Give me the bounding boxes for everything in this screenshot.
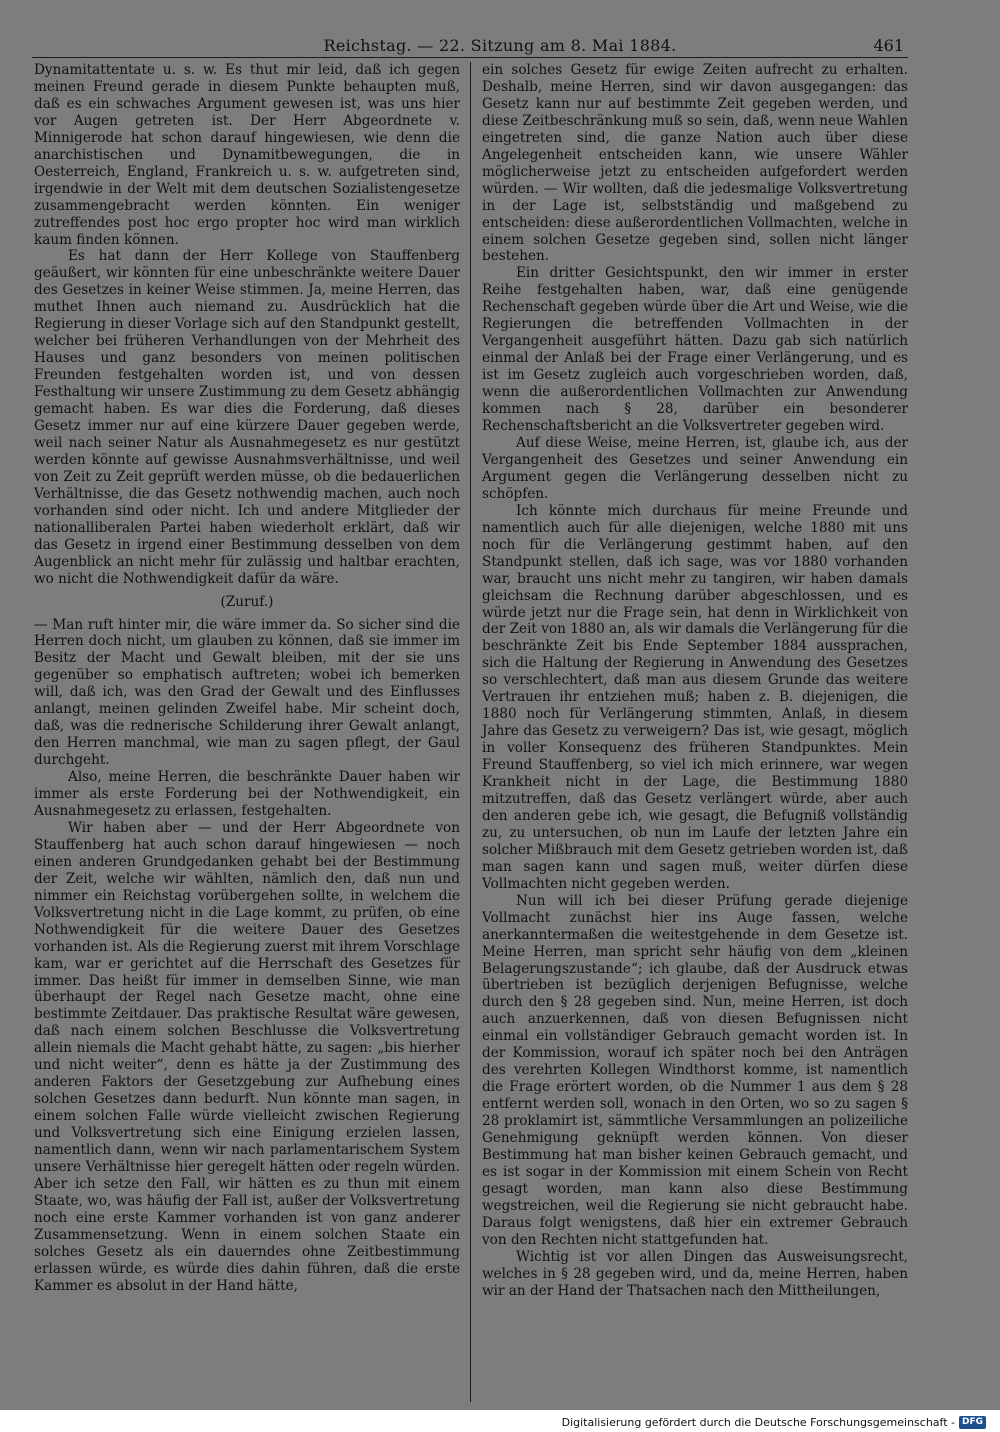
- paragraph: Es hat dann der Herr Kollege von Stauffenberg geäußert, wir könnten für eine unbeschränkte weitere Dauer des Gesetzes in keiner Weise stimmen. Ja, meine Herren, das muthet Ihnen auch niemand zu. Ausdrücklich hat die Regierung in dieser Vorlage sich auf den Standpunkt gestellt, welcher bei früheren Verhandlungen von der Mehrheit des Hauses und ganz besonders von meinen politischen Freunden festgehalten worden ist, und von dessen Festhaltung wir unsere Zustimmung zu dem Gesetz abhängig gemacht haben. Es war dies die Forderung, daß dieses Gesetz immer nur auf eine kürzere Dauer gegeben werde, weil nach seiner Natur als Ausnahmegesetz es nur gestützt werden könnte auf gewisse Ausnahmsverhältnisse, und weil von Zeit zu Zeit geprüft werden müsse, ob die bedauerlichen Verhältnisse, die das Gesetz nothwendig machen, auch noch vorhanden sind oder nicht. Ich und andere Mitglieder der nationalliberalen Partei haben wiederholt erklärt, daß wir das Gesetz in irgend einer Bestimmung desselben von dem Augenblick an nicht mehr für zulässig und haltbar erachten, wo nicht die Nothwendigkeit dafür da wäre.: [34, 248, 460, 587]
- paragraph: Also, meine Herren, die beschränkte Dauer haben wir immer als erste Forderung bei der Nothwendigkeit, ein Ausnahmegesetz zu erlassen, festgehalten.: [34, 769, 460, 819]
- paragraph: Auf diese Weise, meine Herren, ist, glaube ich, aus der Vergangenheit des Gesetzes und seiner Anwendung ein Argument gegen die Verlängerung desselben nicht zu schöpfen.: [482, 434, 908, 502]
- digitization-credit: [562, 1414, 986, 1430]
- paragraph: Nun will ich bei dieser Prüfung gerade diejenige Vollmacht zunächst hier ins Auge fassen, welche anerkanntermaßen die weitestgehende in dem Gesetze ist. Meine Herren, man spricht sehr häufig von dem „kleinen Belagerungszustande“; ich glaube, daß der Ausdruck etwas übertrieben ist bezüglich derjenigen Befugnisse, welche durch den § 28 gegeben sind. Nun, meine Herren, ist doch auch anzuerkennen, daß von diesen Befugnissen nicht einmal ein vollständiger Gebrauch gemacht worden ist. In der Kommission, worauf ich später noch bei den Anträgen des verehrten Kollegen Windthorst komme, ist namentlich die Frage erörtert worden, ob die Nummer 1 aus dem § 28 entfernt werden soll, wonach in den Orten, wo so zu sagen § 28 proklamirt ist, sämmtliche Versammlungen an polizeiliche Genehmigung geknüpft werden können. Von dieser Bestimmung hat man bisher keinen Gebrauch gemacht, und es ist sogar in der Kommission mit einem Schein von Recht gesagt worden, man kann also diese Bestimmung wegstreichen, weil die Regierung sie nicht gebraucht habe. Daraus folgt wenigstens, daß hier ein extremer Gebrauch von den Rechten nicht stattgefunden hat.: [482, 892, 908, 1248]
- page-header: [0, 34, 1000, 58]
- paragraph: Ich könnte mich durchaus für meine Freunde und namentlich auch für alle diejenigen, welche 1880 mit uns noch für die Verlängerung gestimmt haben, auf den Standpunkt stellen, daß ich sage, was vor 1880 vorhanden war, braucht uns nicht mehr zu tangiren, wir haben damals gleichsam die Rechnung darüber abgeschlossen, und es würde jetzt nur die Frage sein, hat denn in Wirklichkeit von der Zeit von 1880 an, als wir damals die Verlängerung für die beschränkte Zeit bis Ende September 1884 aussprachen, sich die Haltung der Regierung in Anwendung des Gesetzes so verschlechtert, daß man aus diesem Grunde das weitere Vertrauen ihr entziehen muß; haben z. B. diejenigen, die 1880 noch für Verlängerung stimmten, Anlaß, in diesem Jahre das Gesetz zu verweigern? Das ist, wie gesagt, möglich in voller Konsequenz des früheren Standpunktes. Mein Freund Stauffenberg, so viel ich mich erinnere, war wegen Krankheit nicht in der Lage, die Bestimmung 1880 mitzutreffen, daß das Gesetz verlängert würde, aber auch den anderen gebe ich, wie gesagt, die Befugniß vollständig zu, zu untersuchen, ob nun im Laufe der letzten Jahre ein solcher Mißbrauch mit dem Gesetz getrieben worden ist, daß man sagen kann und sagen muß, weiter dürfen diese Vollmachten nicht gegeben werden.: [482, 502, 908, 892]
- dfg-logo: DFG: [959, 1416, 986, 1429]
- column-divider: [470, 62, 471, 1402]
- running-title: Reichstag. — 22. Sitzung am 8. Mai 1884.: [323, 36, 677, 55]
- paragraph: — Man ruft hinter mir, die wäre immer da. So sicher sind die Herren doch nicht, um glauben zu können, daß sie immer im Besitz der Macht und Gewalt bleiben, mit der sie uns gegenüber so emphatisch auftreten; wobei ich bemerken will, daß ich, was den Grad der Gewalt und des Einflusses anlangt, meinen gelinden Zweifel habe. Mir scheint doch, daß, was die rednerische Schilderung ihrer Gewalt anlangt, den Herren manchmal, wie man zu sagen pflegt, der Gaul durchgeht.: [34, 616, 460, 769]
- interjection: (Zuruf.): [220, 593, 274, 610]
- paragraph: Ein dritter Gesichtspunkt, den wir immer in erster Reihe festgehalten haben, war, daß eine genügende Rechenschaft gegeben würde über die Art und Weise, wie die Regierungen die betreffenden Vollmachten in der Vergangenheit ausgeführt hätten. Dazu gab sich natürlich einmal der Anlaß bei der Frage einer Verlängerung, und es ist im Gesetz zugleich auch vorgeschrieben worden, daß, wenn die außerordentlichen Vollmachten zur Anwendung kommen nach § 28, darüber ein besonderer Rechenschaftsbericht an die Volksvertreter gegeben wird.: [482, 265, 908, 435]
- paragraph: ein solches Gesetz für ewige Zeiten aufrecht zu erhalten. Deshalb, meine Herren, sind wir davon ausgegangen: das Gesetz kann nur auf bestimmte Zeit gegeben werden, und diese Zeitbeschränkung muß so sein, daß, wenn neue Wahlen eingetreten sind, die ganze Nation auch über diese Angelegenheit entscheiden kann, wie unsere Wähler möglicherweise jetzt zu entscheiden aufgefordert werden würden. — Wir wollten, daß die jedesmalige Volksvertretung in der Lage ist, selbstständig und maßgebend zu entscheiden: diese außerordentlichen Vollmachten, welche in einem solchen Gesetze gegeben sind, sollen nicht länger bestehen.: [482, 62, 909, 265]
- credit-text: Digitalisierung gefördert durch die Deutsche Forschungsgemeinschaft -: [561, 1415, 955, 1429]
- page-number: 461: [873, 36, 904, 55]
- right-column: [482, 62, 908, 1300]
- header-rule: [32, 57, 908, 58]
- paragraph: Dynamitattentate u. s. w. Es thut mir leid, daß ich gegen meinen Freund gerade in diesem Punkte behaupten muß, daß es ein schwaches Argument gewesen ist, was uns hier vor Augen getreten ist. Der Herr Abgeordnete v. Minnigerode hat schon darauf hingewiesen, wie denn die anarchistischen und Dynamitbewegungen, die in Oesterreich, England, Frankreich u. s. w. aufgetreten sind, irgendwie in der Welt mit dem deutschen Sozialistengesetze zusammengebracht werden könnten. Ein weniger zutreffendes post hoc ergo propter hoc wird man wirklich kaum finden können.: [34, 62, 460, 248]
- paragraph: Wir haben aber — und der Herr Abgeordnete von Stauffenberg hat auch schon darauf hingewiesen — noch einen anderen Grundgedanken gehabt bei der Bestimmung der Zeit, welche wir wählten, nämlich den, daß nun und nimmer ein Reichstag vorübergehen sollte, in welchem die Volksvertretung nicht in die Lage kommt, zu prüfen, ob eine Nothwendigkeit für die weitere Dauer des Gesetzes vorhanden ist. Als die Regierung zuerst mit ihrem Vorschlage kam, war er gerichtet auf die Herrschaft des Gesetzes für immer. Das heißt für immer in demselben Sinne, wie man überhaupt der Regel nach Gesetze macht, ohne eine bestimmte Zeitdauer. Das praktische Resultat wäre gewesen, daß nach einem solchen Beschlusse die Volksvertretung allein niemals die Macht gehabt hätte, zu sagen: „bis hierher und nicht weiter“, denn es hätte ja der Zustimmung des anderen Faktors der Gesetzgebung zur Aufhebung eines solchen Gesetzes dann bedurft. Nun könnte man sagen, in einem solchen Falle würde vielleicht zwischen Regierung und Volksvertretung sich eine Einigung erzielen lassen, namentlich dann, wenn wir nach parlamentarischem System unsere Verhältnisse hier geregelt hätten oder regeln würden. Aber ich setze den Fall, wir hätten es zu thun mit einem Staate, wo, was häufig der Fall ist, außer der Volksvertretung noch eine erste Kammer vorhanden ist von ganz anderer Zusammensetzung. Wenn in einem solchen Staate ein solches Gesetz als ein dauerndes ohne Zeitbestimmung erlassen würde, es würde dies dahin führen, daß die erste Kammer es absolut in der Hand hätte,: [34, 819, 460, 1294]
- paragraph: Wichtig ist vor allen Dingen das Ausweisungsrecht, welches in § 28 gegeben wird, und da, meine Herren, haben wir an der Hand der Thatsachen nach den Mittheilungen,: [482, 1248, 908, 1299]
- left-column: [34, 62, 460, 1295]
